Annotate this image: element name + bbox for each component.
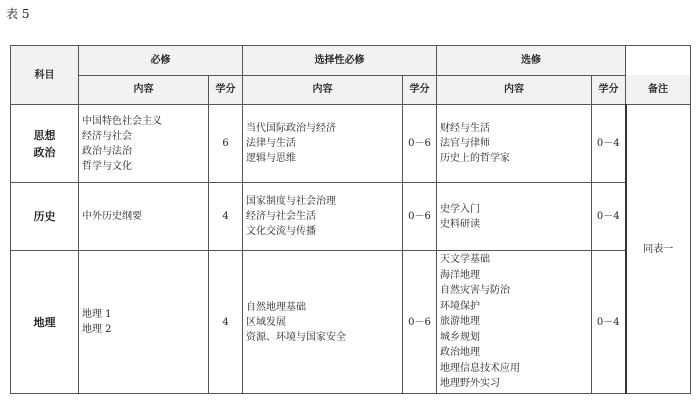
course-item: 哲学与文化	[82, 160, 132, 172]
course-item: 中外历史纲要	[82, 211, 142, 222]
subject-line: 思想	[33, 128, 56, 142]
course-item: 旅游地理	[440, 316, 480, 328]
course-item: 地理野外实习	[440, 378, 500, 390]
elective-required-content	[243, 251, 403, 394]
course-item: 地理 1	[82, 309, 112, 320]
elective-required-credit: 0－6	[403, 251, 437, 394]
header-credit-2: 学分	[403, 75, 437, 105]
required-content	[79, 251, 209, 394]
course-item: 经济与社会生活	[246, 211, 316, 222]
course-item: 财经与生活	[440, 123, 490, 134]
optional-credit: 0－4	[592, 183, 626, 251]
course-item: 史学入门	[440, 203, 480, 215]
required-credit: 6	[209, 105, 243, 183]
optional-content	[437, 251, 592, 394]
elective-required-content	[243, 105, 403, 183]
header-group-required: 必修	[79, 46, 243, 76]
header-content-3: 内容	[437, 75, 592, 105]
course-item: 区域发展	[246, 316, 286, 328]
table-caption: 表 5	[6, 7, 30, 21]
table-row	[11, 183, 691, 251]
course-item: 政治与法治	[82, 145, 132, 157]
header-group-optional: 选修	[437, 46, 626, 76]
elective-required-content	[243, 183, 403, 251]
elective-required-credit: 0－6	[403, 105, 437, 183]
course-item: 中国特色社会主义	[82, 115, 162, 127]
course-item: 自然地理基础	[246, 301, 306, 313]
header-row-columns	[11, 75, 691, 105]
header-credit-3: 学分	[592, 75, 626, 105]
course-item: 文化交流与传播	[246, 226, 316, 237]
course-item: 史料研读	[440, 218, 480, 230]
course-item: 法律与生活	[246, 138, 296, 149]
course-item: 资源、环境与国家安全	[246, 331, 346, 343]
required-content	[79, 105, 209, 183]
optional-credit: 0－4	[592, 105, 626, 183]
course-item: 城乡规划	[440, 331, 480, 343]
course-item: 国家制度与社会治理	[246, 196, 336, 207]
course-item: 法官与律师	[440, 138, 490, 149]
header-content-2: 内容	[243, 75, 403, 105]
header-row-groups	[11, 46, 691, 76]
optional-content	[437, 105, 592, 183]
course-item: 当代国际政治与经济	[246, 123, 336, 134]
course-item: 天文学基础	[440, 254, 490, 266]
header-blank-cell	[626, 46, 691, 76]
note-cell: 同表一	[626, 105, 691, 394]
course-item: 海洋地理	[440, 269, 480, 281]
table-row	[11, 251, 691, 394]
elective-required-credit: 0－6	[403, 183, 437, 251]
subject-cell: 地理	[11, 251, 79, 394]
course-item: 地理信息技术应用	[440, 362, 520, 374]
table-row	[11, 105, 691, 183]
course-item: 自然灾害与防治	[440, 285, 510, 297]
header-content-1: 内容	[79, 75, 209, 105]
course-item: 地理 2	[82, 324, 112, 335]
required-content	[79, 183, 209, 251]
course-item: 经济与社会	[82, 130, 132, 142]
header-subject: 科目	[11, 46, 79, 105]
course-item: 政治地理	[440, 347, 480, 359]
required-credit: 4	[209, 183, 243, 251]
course-item: 环境保护	[440, 300, 480, 312]
optional-credit: 0－4	[592, 251, 626, 394]
header-group-elective-required: 选择性必修	[243, 46, 437, 76]
header-note: 备注	[626, 75, 691, 105]
course-item: 历史上的哲学家	[440, 153, 510, 164]
curriculum-table	[10, 45, 691, 394]
header-credit-1: 学分	[209, 75, 243, 105]
required-credit: 4	[209, 251, 243, 394]
optional-content	[437, 183, 592, 251]
subject-cell	[11, 105, 79, 183]
subject-line: 政治	[33, 145, 56, 159]
course-item: 逻辑与思维	[246, 153, 296, 164]
subject-cell: 历史	[11, 183, 79, 251]
